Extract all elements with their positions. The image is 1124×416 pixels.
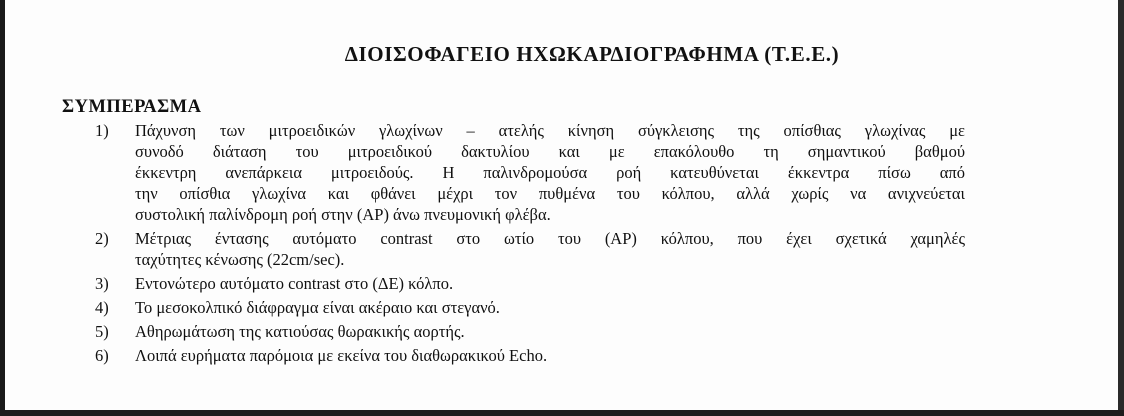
finding-text-line: συστολική παλίνδρομη ροή στην (ΑΡ) άνω πνευμονική φλέβα. [135,205,551,224]
finding-text-line: Πάχυνση των μιτροειδικών γλωχίνων – ατελής κίνηση σύγκλεισης της οπίσθιας γλωχίνας με [135,121,965,140]
finding-number: 2) [95,229,109,248]
finding-text-line: Εντονώτερο αυτόματο contrast στο (ΔΕ) κόλπο. [135,274,454,293]
finding-text-line: έκκεντρη ανεπάρκεια μιτροειδούς. Η παλινδρομούσα ροή κατευθύνεται έκκεντρα πίσω από [135,163,965,182]
finding-item [95,297,965,318]
finding-item [95,120,965,225]
finding-text [135,228,965,270]
finding-item [95,273,965,294]
finding-text-line: Το μεσοκολπικό διάφραγμα είναι ακέραιο και στεγανό. [135,298,500,317]
finding-number: 5) [95,322,109,341]
finding-text [135,120,965,225]
finding-number: 3) [95,274,109,293]
finding-text [135,345,965,366]
finding-text-line: την οπίσθια γλωχίνα και φθάνει μέχρι τον πυθμένα του κόλπου, αλλά χωρίς να ανιχνεύεται [135,184,965,203]
finding-text-line: ταχύτητες κένωσης (22cm/sec). [135,250,345,269]
finding-item [95,345,965,366]
finding-text-line: συνοδό διάταση του μιτροειδικού δακτυλίου και με επακόλουθο τη σημαντικού βαθμού [135,142,965,161]
findings-list [95,120,965,369]
finding-text-line: Λοιπά ευρήματα παρόμοια με εκείνα του διαθωρακικού Echo. [135,346,548,365]
finding-item [95,228,965,270]
finding-number: 1) [95,121,109,140]
finding-text-line: Αθηρωμάτωση της κατιούσας θωρακικής αορτής. [135,322,465,341]
finding-text [135,273,965,294]
finding-text [135,321,965,342]
finding-number: 6) [95,346,109,365]
finding-text [135,297,965,318]
scan-border-bottom [0,410,1124,416]
section-heading: ΣΥΜΠΕΡΑΣΜΑ [62,97,202,117]
finding-text-line: Μέτριας έντασης αυτόματο contrast στο ωτίο του (ΑΡ) κόλπου, που έχει σχετικά χαμηλές [135,229,965,248]
finding-item [95,321,965,342]
document-title: ΔΙΟΙΣΟΦΑΓΕΙΟ ΗΧΩΚΑΡΔΙΟΓΡΑΦΗΜΑ (Τ.Ε.Ε.) [344,42,840,66]
finding-number: 4) [95,298,109,317]
